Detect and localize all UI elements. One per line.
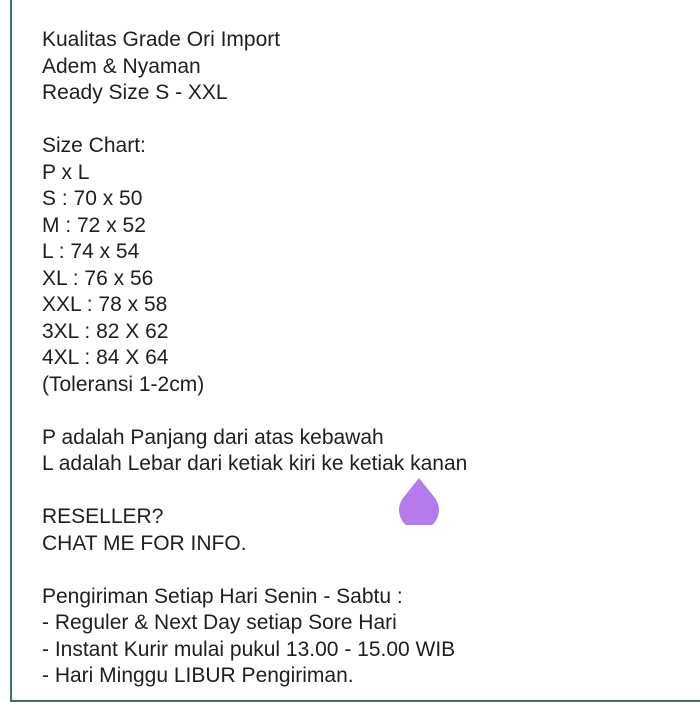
- text-line: P adalah Panjang dari atas kebawah: [42, 425, 384, 449]
- text-line: Size Chart:: [42, 134, 146, 157]
- text-line: M : 72 x 52: [42, 213, 146, 237]
- text-line: S : 70 x 50: [42, 187, 143, 210]
- text-line: Kualitas Grade Ori Import: [42, 28, 281, 51]
- text-line: 4XL : 84 X 64: [42, 346, 169, 369]
- text-line: P x L: [42, 160, 90, 184]
- text-line: L adalah Lebar dari ketiak kiri ke ketiak kanan: [42, 452, 468, 475]
- text-line: - Instant Kurir mulai pukul 13.00 - 15.00 WIB: [42, 637, 456, 661]
- text-line: L : 74 x 54: [42, 240, 140, 263]
- text-line: Ready Size S - XXL: [42, 81, 228, 104]
- text-line: RESELLER?: [42, 505, 164, 528]
- blank-line: [42, 557, 692, 584]
- text-line: 3XL : 82 X 62: [42, 319, 169, 343]
- text-line: XL : 76 x 56: [42, 266, 154, 290]
- blank-line: [42, 107, 692, 134]
- description-text[interactable]: [42, 27, 692, 690]
- text-line: Adem & Nyaman: [42, 54, 201, 78]
- blank-line: [42, 478, 692, 505]
- text-line: Pengiriman Setiap Hari Senin - Sabtu :: [42, 584, 403, 608]
- blank-line: [42, 398, 692, 425]
- text-line: XXL : 78 x 58: [42, 293, 168, 316]
- text-line: - Reguler & Next Day setiap Sore Hari: [42, 611, 397, 634]
- text-line: - Hari Minggu LIBUR Pengiriman.: [42, 664, 354, 687]
- text-line: CHAT ME FOR INFO.: [42, 531, 247, 555]
- text-line: (Toleransi 1-2cm): [42, 372, 205, 396]
- text-container: [10, 0, 700, 702]
- selection-handle-shape: [399, 478, 439, 525]
- text-selection-handle-icon[interactable]: [399, 478, 439, 525]
